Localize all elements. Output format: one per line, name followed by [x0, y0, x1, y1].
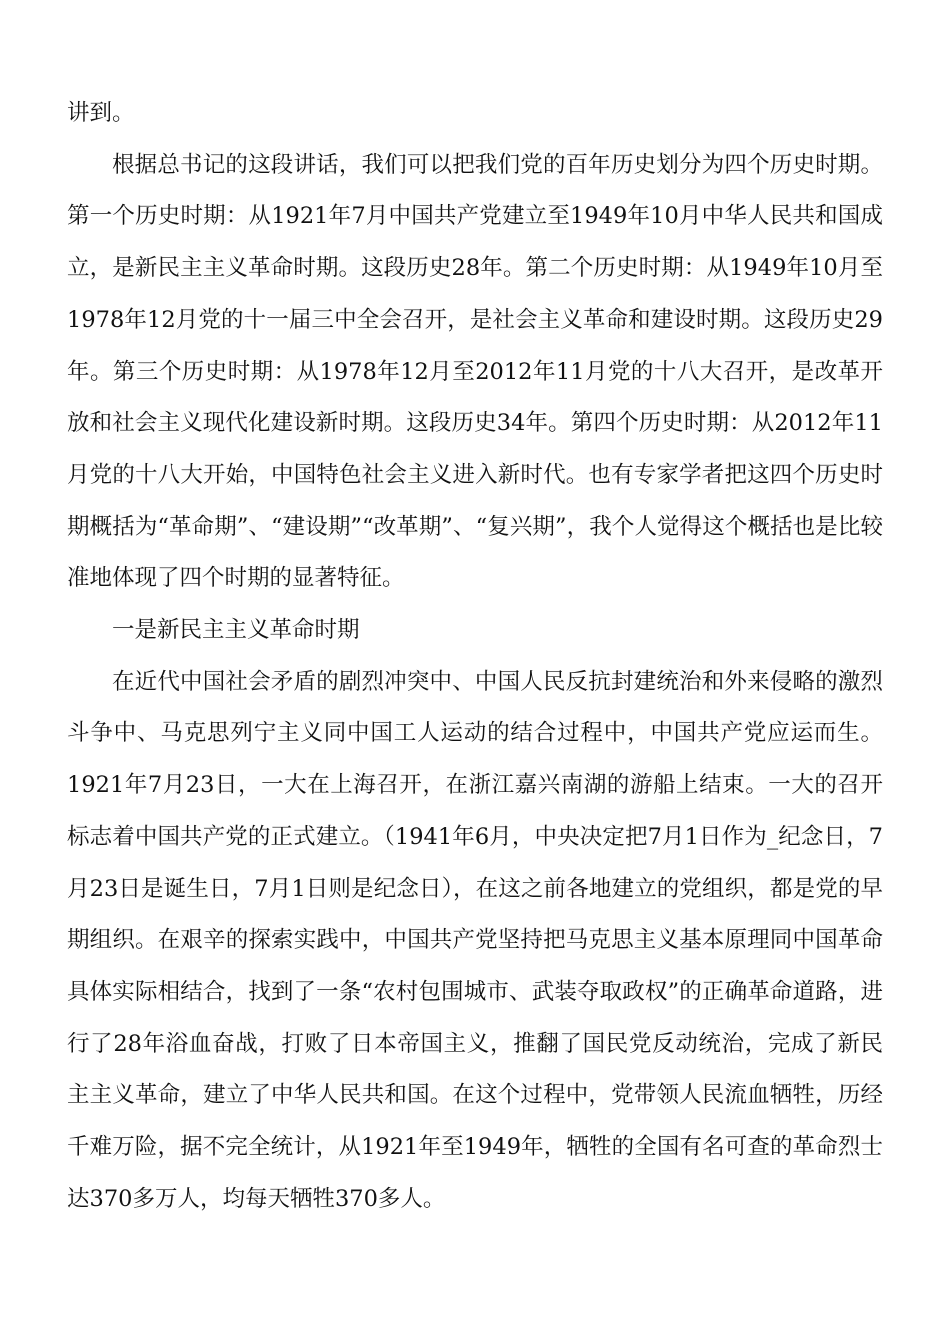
paragraph-new-democratic-revolution: 在近代中国社会矛盾的剧烈冲突中、中国人民反抗封建统治和外来侵略的激烈斗争中、马克思列宁主义同中国工人运动的结合过程中，中国共产党应运而生。1921年7月23日，一大在上海召开，在浙江嘉兴南湖的游船上结束。一大的召开标志着中国共产党的正式建立。（1941年6月，中央决定把7月1日作为_纪念日，7月23日是诞生日，7月1日则是纪念日），在这之前各地建立的党组织，都是党的早期组织。在艰辛的探索实践中，中国共产党坚持把马克思主义基本原理同中国革命具体实际相结合，找到了一条“农村包围城市、武装夺取政权”的正确革命道路，进行了28年浴血奋战，打败了日本帝国主义，推翻了国民党反动统治，完成了新民主主义革命，建立了中华人民共和国。在这个过程中，党带领人民流血牺牲，历经千难万险，据不完全统计，从1921年至1949年，牺牲的全国有名可查的革命烈士达370多万人，均每天牺牲370多人。 [67, 668, 883, 1212]
document-body [67, 88, 883, 1225]
paragraph-periods-overview: 根据总书记的这段讲话，我们可以把我们党的百年历史划分为四个历史时期。第一个历史时期：从1921年7月中国共产党建立至1949年10月中华人民共和国成立，是新民主主义革命时期。这段历史28年。第二个历史时期：从1949年10月至1978年12月党的十一届三中全会召开，是社会主义革命和建设时期。这段历史29年。第三个历史时期：从1978年12月至2012年11月党的十八大召开，是改革开放和社会主义现代化建设新时期。这段历史34年。第四个历史时期：从2012年11月党的十八大开始，中国特色社会主义进入新时代。也有专家学者把这四个历史时期概括为“革命期”、“建设期”“改革期”、“复兴期”，我个人觉得这个概括也是比较准地体现了四个时期的显著特征。 [67, 151, 883, 592]
paragraph-continuation: 讲到。 [67, 100, 135, 126]
section-heading-new-democratic-revolution: 一是新民主主义革命时期 [112, 617, 360, 644]
